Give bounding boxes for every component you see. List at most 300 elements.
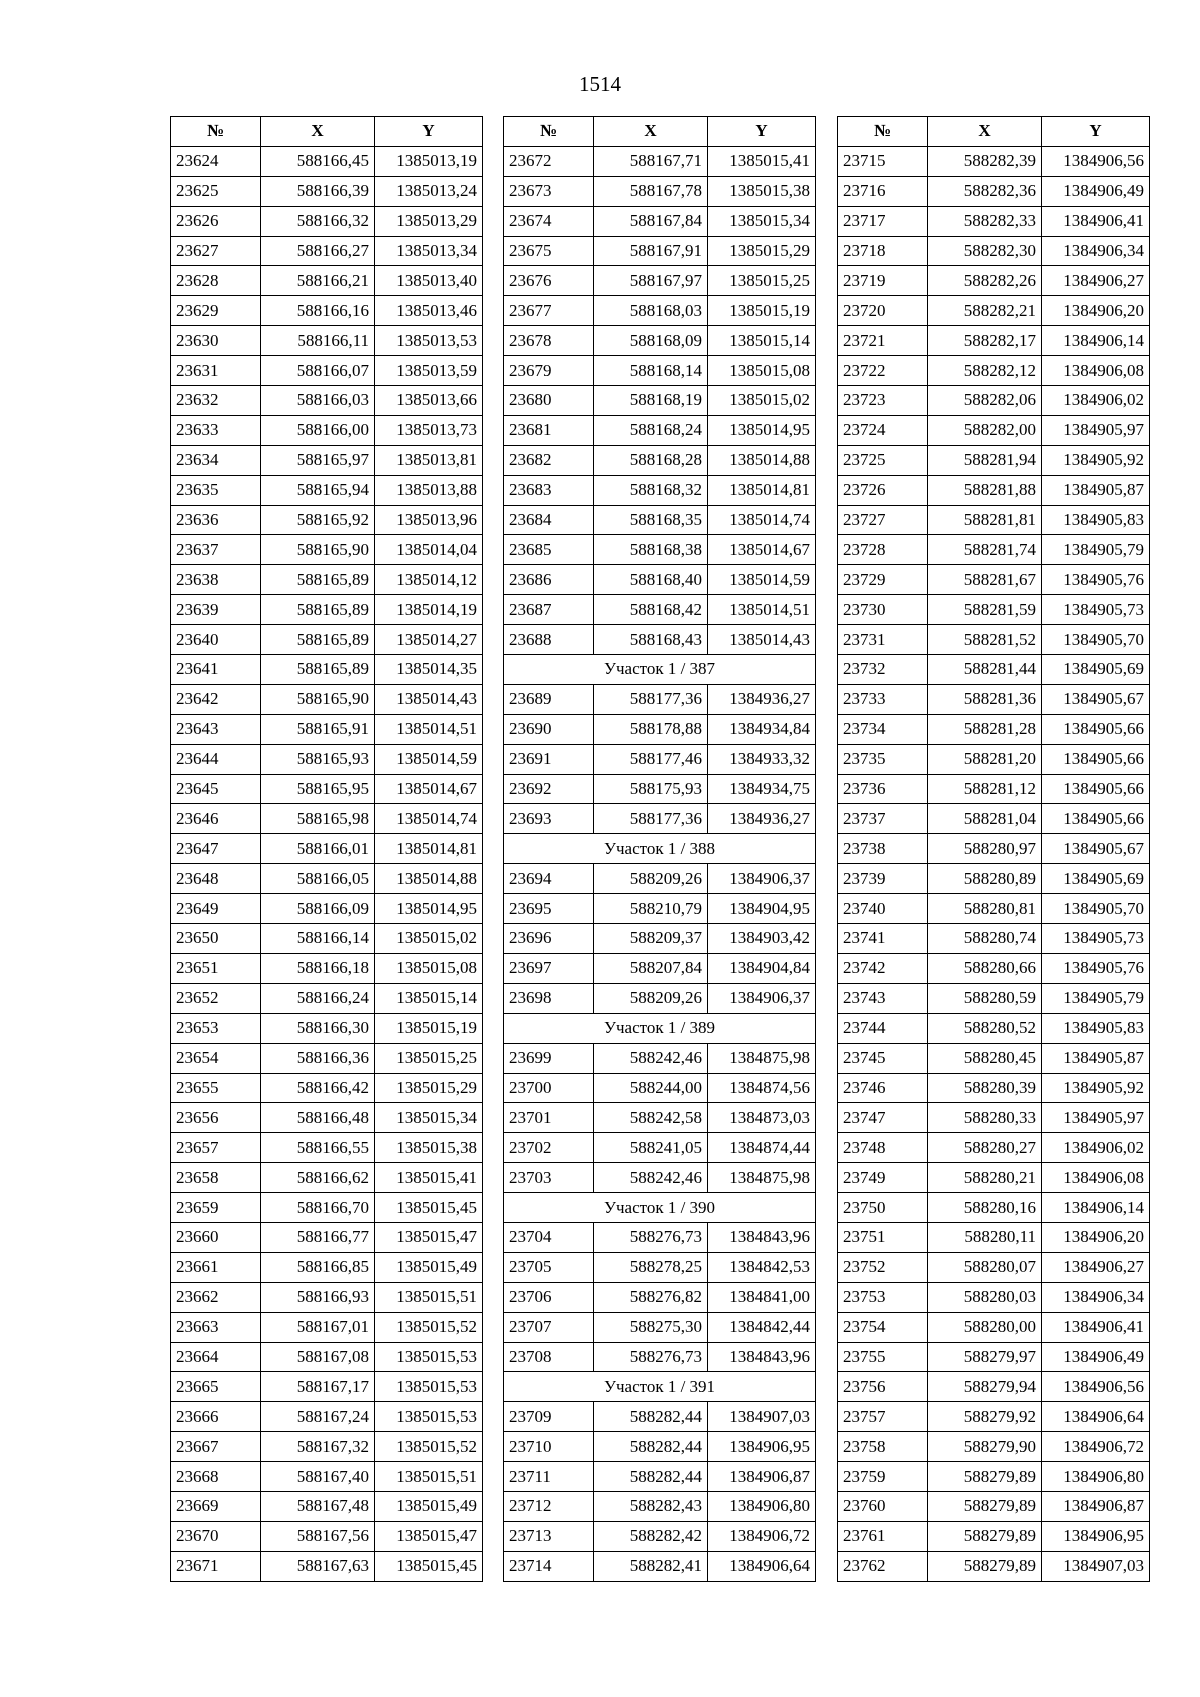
x-coordinate: 588279,97 — [928, 1342, 1042, 1372]
x-coordinate: 588177,36 — [594, 804, 708, 834]
y-coordinate: 1385014,19 — [375, 595, 483, 625]
table-row — [171, 1163, 483, 1193]
coordinates-table-1 — [170, 116, 483, 1582]
y-coordinate: 1385014,43 — [708, 625, 816, 655]
point-number: 23705 — [504, 1252, 594, 1282]
table-row — [504, 953, 816, 983]
point-number: 23718 — [838, 236, 928, 266]
y-coordinate: 1385014,81 — [708, 475, 816, 505]
point-number: 23666 — [171, 1402, 261, 1432]
table-row — [504, 684, 816, 714]
table-row — [838, 983, 1150, 1013]
point-number: 23683 — [504, 475, 594, 505]
y-coordinate: 1384906,14 — [1042, 1193, 1150, 1223]
y-coordinate: 1384905,66 — [1042, 774, 1150, 804]
x-coordinate: 588168,03 — [594, 296, 708, 326]
x-coordinate: 588280,21 — [928, 1163, 1042, 1193]
point-number: 23662 — [171, 1282, 261, 1312]
table-row — [838, 894, 1150, 924]
section-row — [504, 834, 816, 864]
table-row — [504, 266, 816, 296]
x-coordinate: 588281,67 — [928, 565, 1042, 595]
y-coordinate: 1384906,37 — [708, 983, 816, 1013]
x-coordinate: 588280,07 — [928, 1252, 1042, 1282]
section-label: Участок 1 / 387 — [504, 655, 816, 685]
table-row — [838, 1073, 1150, 1103]
point-number: 23717 — [838, 206, 928, 236]
y-coordinate: 1385013,66 — [375, 386, 483, 416]
point-number: 23671 — [171, 1551, 261, 1581]
point-number: 23691 — [504, 744, 594, 774]
x-coordinate: 588165,94 — [261, 475, 375, 505]
y-coordinate: 1384905,69 — [1042, 864, 1150, 894]
point-number: 23748 — [838, 1133, 928, 1163]
table-row — [504, 565, 816, 595]
table-row — [171, 505, 483, 535]
y-coordinate: 1384841,00 — [708, 1282, 816, 1312]
point-number: 23629 — [171, 296, 261, 326]
y-coordinate: 1384906,49 — [1042, 1342, 1150, 1372]
y-coordinate: 1385015,47 — [375, 1222, 483, 1252]
table-row — [838, 924, 1150, 954]
y-coordinate: 1384905,83 — [1042, 505, 1150, 535]
x-coordinate: 588279,89 — [928, 1462, 1042, 1492]
table-row — [171, 146, 483, 176]
table-row — [504, 1342, 816, 1372]
point-number: 23702 — [504, 1133, 594, 1163]
table-row — [171, 1073, 483, 1103]
y-coordinate: 1384906,20 — [1042, 1222, 1150, 1252]
x-coordinate: 588166,16 — [261, 296, 375, 326]
x-coordinate: 588165,89 — [261, 565, 375, 595]
y-coordinate: 1385014,04 — [375, 535, 483, 565]
x-coordinate: 588281,52 — [928, 625, 1042, 655]
table-row — [838, 1521, 1150, 1551]
y-coordinate: 1385014,59 — [375, 744, 483, 774]
y-coordinate: 1384906,02 — [1042, 386, 1150, 416]
table-row — [504, 1252, 816, 1282]
y-coordinate: 1384905,66 — [1042, 804, 1150, 834]
x-coordinate: 588168,28 — [594, 445, 708, 475]
point-number: 23756 — [838, 1372, 928, 1402]
y-coordinate: 1385014,88 — [375, 864, 483, 894]
y-coordinate: 1384905,76 — [1042, 565, 1150, 595]
table-row — [171, 415, 483, 445]
y-coordinate: 1384906,27 — [1042, 266, 1150, 296]
table-row — [171, 684, 483, 714]
x-coordinate: 588244,00 — [594, 1073, 708, 1103]
point-number: 23668 — [171, 1462, 261, 1492]
y-coordinate: 1384843,96 — [708, 1342, 816, 1372]
point-number: 23679 — [504, 356, 594, 386]
section-label: Участок 1 / 389 — [504, 1013, 816, 1043]
point-number: 23631 — [171, 356, 261, 386]
table-row — [838, 595, 1150, 625]
y-coordinate: 1384875,98 — [708, 1163, 816, 1193]
point-number: 23684 — [504, 505, 594, 535]
x-coordinate: 588166,30 — [261, 1013, 375, 1043]
point-number: 23760 — [838, 1491, 928, 1521]
point-number: 23678 — [504, 326, 594, 356]
table-row — [504, 894, 816, 924]
x-coordinate: 588175,93 — [594, 774, 708, 804]
y-coordinate: 1384934,75 — [708, 774, 816, 804]
x-coordinate: 588167,48 — [261, 1491, 375, 1521]
point-number: 23703 — [504, 1163, 594, 1193]
y-coordinate: 1384905,66 — [1042, 714, 1150, 744]
table-row — [171, 924, 483, 954]
point-number: 23749 — [838, 1163, 928, 1193]
x-coordinate: 588281,20 — [928, 744, 1042, 774]
table-row — [171, 445, 483, 475]
point-number: 23648 — [171, 864, 261, 894]
point-number: 23633 — [171, 415, 261, 445]
point-number: 23657 — [171, 1133, 261, 1163]
point-number: 23635 — [171, 475, 261, 505]
table-row — [504, 176, 816, 206]
y-coordinate: 1385015,49 — [375, 1252, 483, 1282]
x-coordinate: 588276,82 — [594, 1282, 708, 1312]
point-number: 23739 — [838, 864, 928, 894]
x-coordinate: 588167,91 — [594, 236, 708, 266]
table-row — [838, 834, 1150, 864]
x-coordinate: 588282,44 — [594, 1432, 708, 1462]
table-row — [171, 565, 483, 595]
point-number: 23709 — [504, 1402, 594, 1432]
x-coordinate: 588241,05 — [594, 1133, 708, 1163]
point-number: 23630 — [171, 326, 261, 356]
page-number: 1514 — [579, 72, 621, 96]
point-number: 23758 — [838, 1432, 928, 1462]
y-coordinate: 1384905,70 — [1042, 894, 1150, 924]
table-row — [838, 1133, 1150, 1163]
table-row — [838, 744, 1150, 774]
x-coordinate: 588166,24 — [261, 983, 375, 1013]
table-row — [171, 386, 483, 416]
point-number: 23659 — [171, 1193, 261, 1223]
x-coordinate: 588280,33 — [928, 1103, 1042, 1133]
point-number: 23669 — [171, 1491, 261, 1521]
y-coordinate: 1385013,46 — [375, 296, 483, 326]
x-coordinate: 588165,92 — [261, 505, 375, 535]
table-row — [171, 894, 483, 924]
table-row — [838, 1551, 1150, 1581]
y-coordinate: 1384874,44 — [708, 1133, 816, 1163]
x-coordinate: 588166,55 — [261, 1133, 375, 1163]
x-coordinate: 588282,06 — [928, 386, 1042, 416]
table-row — [171, 1432, 483, 1462]
point-number: 23754 — [838, 1312, 928, 1342]
point-number: 23710 — [504, 1432, 594, 1462]
y-coordinate: 1384906,87 — [708, 1462, 816, 1492]
point-number: 23632 — [171, 386, 261, 416]
y-coordinate: 1384936,27 — [708, 684, 816, 714]
point-number: 23735 — [838, 744, 928, 774]
table-row — [838, 356, 1150, 386]
point-number: 23688 — [504, 625, 594, 655]
y-coordinate: 1385014,95 — [375, 894, 483, 924]
table-row — [171, 1462, 483, 1492]
table-row — [171, 1222, 483, 1252]
point-number: 23697 — [504, 953, 594, 983]
table-row — [171, 176, 483, 206]
y-coordinate: 1385015,14 — [375, 983, 483, 1013]
table-row — [838, 655, 1150, 685]
point-number: 23723 — [838, 386, 928, 416]
y-coordinate: 1385015,41 — [708, 146, 816, 176]
point-number: 23687 — [504, 595, 594, 625]
y-coordinate: 1384905,83 — [1042, 1013, 1150, 1043]
x-coordinate: 588282,26 — [928, 266, 1042, 296]
point-number: 23670 — [171, 1521, 261, 1551]
table-row — [171, 744, 483, 774]
x-coordinate: 588166,48 — [261, 1103, 375, 1133]
point-number: 23675 — [504, 236, 594, 266]
x-coordinate: 588165,89 — [261, 625, 375, 655]
x-coordinate: 588280,97 — [928, 834, 1042, 864]
y-coordinate: 1385015,45 — [375, 1193, 483, 1223]
y-coordinate: 1385013,81 — [375, 445, 483, 475]
point-number: 23653 — [171, 1013, 261, 1043]
point-number: 23644 — [171, 744, 261, 774]
point-number: 23750 — [838, 1193, 928, 1223]
x-coordinate: 588165,89 — [261, 655, 375, 685]
y-coordinate: 1385015,52 — [375, 1312, 483, 1342]
x-coordinate: 588166,62 — [261, 1163, 375, 1193]
point-number: 23672 — [504, 146, 594, 176]
y-coordinate: 1384905,97 — [1042, 1103, 1150, 1133]
table-row — [171, 535, 483, 565]
x-coordinate: 588167,17 — [261, 1372, 375, 1402]
point-number: 23654 — [171, 1043, 261, 1073]
table-row — [838, 1252, 1150, 1282]
y-coordinate: 1385014,59 — [708, 565, 816, 595]
x-coordinate: 588165,91 — [261, 714, 375, 744]
table-row — [504, 625, 816, 655]
table-row — [838, 505, 1150, 535]
y-coordinate: 1385014,74 — [708, 505, 816, 535]
x-coordinate: 588279,89 — [928, 1491, 1042, 1521]
point-number: 23751 — [838, 1222, 928, 1252]
y-coordinate: 1385013,40 — [375, 266, 483, 296]
point-number: 23716 — [838, 176, 928, 206]
point-number: 23647 — [171, 834, 261, 864]
table-row — [504, 1551, 816, 1581]
table-row — [171, 1551, 483, 1581]
table-row — [171, 1193, 483, 1223]
point-number: 23721 — [838, 326, 928, 356]
point-number: 23706 — [504, 1282, 594, 1312]
x-coordinate: 588280,03 — [928, 1282, 1042, 1312]
y-coordinate: 1384905,69 — [1042, 655, 1150, 685]
x-coordinate: 588280,39 — [928, 1073, 1042, 1103]
y-coordinate: 1384874,56 — [708, 1073, 816, 1103]
x-coordinate: 588166,03 — [261, 386, 375, 416]
y-coordinate: 1384906,72 — [1042, 1432, 1150, 1462]
table-row — [504, 146, 816, 176]
y-coordinate: 1385013,88 — [375, 475, 483, 505]
x-coordinate: 588282,43 — [594, 1491, 708, 1521]
table-row — [838, 326, 1150, 356]
x-coordinate: 588167,78 — [594, 176, 708, 206]
table-row — [838, 1372, 1150, 1402]
table-row — [504, 206, 816, 236]
x-coordinate: 588166,42 — [261, 1073, 375, 1103]
x-coordinate: 588280,66 — [928, 953, 1042, 983]
point-number: 23711 — [504, 1462, 594, 1492]
x-coordinate: 588281,12 — [928, 774, 1042, 804]
y-coordinate: 1384906,72 — [708, 1521, 816, 1551]
x-coordinate: 588168,24 — [594, 415, 708, 445]
table-row — [838, 1402, 1150, 1432]
point-number: 23658 — [171, 1163, 261, 1193]
x-coordinate: 588167,08 — [261, 1342, 375, 1372]
x-coordinate: 588282,39 — [928, 146, 1042, 176]
table-row — [838, 415, 1150, 445]
section-label: Участок 1 / 390 — [504, 1193, 816, 1223]
x-coordinate: 588281,36 — [928, 684, 1042, 714]
table-row — [504, 386, 816, 416]
point-number: 23738 — [838, 834, 928, 864]
y-coordinate: 1385014,81 — [375, 834, 483, 864]
table-row — [504, 236, 816, 266]
y-coordinate: 1385014,27 — [375, 625, 483, 655]
point-number: 23640 — [171, 625, 261, 655]
x-coordinate: 588166,36 — [261, 1043, 375, 1073]
y-coordinate: 1385014,88 — [708, 445, 816, 475]
y-coordinate: 1384906,80 — [1042, 1462, 1150, 1492]
y-coordinate: 1384906,08 — [1042, 356, 1150, 386]
table-row — [504, 1521, 816, 1551]
table-row — [504, 1043, 816, 1073]
x-coordinate: 588166,01 — [261, 834, 375, 864]
x-coordinate: 588166,14 — [261, 924, 375, 954]
table-row — [171, 1103, 483, 1133]
table-row — [504, 1133, 816, 1163]
x-coordinate: 588276,73 — [594, 1342, 708, 1372]
point-number: 23715 — [838, 146, 928, 176]
y-coordinate: 1384905,79 — [1042, 983, 1150, 1013]
x-coordinate: 588166,21 — [261, 266, 375, 296]
x-coordinate: 588165,95 — [261, 774, 375, 804]
x-coordinate: 588167,01 — [261, 1312, 375, 1342]
point-number: 23747 — [838, 1103, 928, 1133]
x-coordinate: 588168,43 — [594, 625, 708, 655]
y-coordinate: 1384934,84 — [708, 714, 816, 744]
header-x: X — [594, 117, 708, 147]
x-coordinate: 588282,21 — [928, 296, 1042, 326]
y-coordinate: 1384905,92 — [1042, 445, 1150, 475]
table-row — [171, 326, 483, 356]
x-coordinate: 588166,09 — [261, 894, 375, 924]
point-number: 23626 — [171, 206, 261, 236]
x-coordinate: 588209,37 — [594, 924, 708, 954]
point-number: 23734 — [838, 714, 928, 744]
y-coordinate: 1385013,53 — [375, 326, 483, 356]
point-number: 23753 — [838, 1282, 928, 1312]
table-row — [838, 804, 1150, 834]
x-coordinate: 588209,26 — [594, 983, 708, 1013]
point-number: 23727 — [838, 505, 928, 535]
x-coordinate: 588167,97 — [594, 266, 708, 296]
x-coordinate: 588166,05 — [261, 864, 375, 894]
point-number: 23686 — [504, 565, 594, 595]
table-row — [171, 1491, 483, 1521]
header-y: Y — [375, 117, 483, 147]
x-coordinate: 588168,19 — [594, 386, 708, 416]
y-coordinate: 1384875,98 — [708, 1043, 816, 1073]
x-coordinate: 588282,42 — [594, 1521, 708, 1551]
point-number: 23722 — [838, 356, 928, 386]
y-coordinate: 1384933,32 — [708, 744, 816, 774]
point-number: 23728 — [838, 535, 928, 565]
point-number: 23676 — [504, 266, 594, 296]
y-coordinate: 1385014,67 — [375, 774, 483, 804]
table-row — [838, 1462, 1150, 1492]
x-coordinate: 588282,41 — [594, 1551, 708, 1581]
x-coordinate: 588168,35 — [594, 505, 708, 535]
point-number: 23743 — [838, 983, 928, 1013]
x-coordinate: 588282,33 — [928, 206, 1042, 236]
y-coordinate: 1384905,79 — [1042, 535, 1150, 565]
x-coordinate: 588282,17 — [928, 326, 1042, 356]
y-coordinate: 1384906,41 — [1042, 206, 1150, 236]
x-coordinate: 588165,93 — [261, 744, 375, 774]
table-row — [838, 714, 1150, 744]
point-number: 23677 — [504, 296, 594, 326]
point-number: 23730 — [838, 595, 928, 625]
x-coordinate: 588207,84 — [594, 953, 708, 983]
table-row — [838, 206, 1150, 236]
x-coordinate: 588167,63 — [261, 1551, 375, 1581]
y-coordinate: 1384842,44 — [708, 1312, 816, 1342]
section-label: Участок 1 / 391 — [504, 1372, 816, 1402]
point-number: 23661 — [171, 1252, 261, 1282]
point-number: 23651 — [171, 953, 261, 983]
table-row — [504, 296, 816, 326]
x-coordinate: 588280,16 — [928, 1193, 1042, 1223]
point-number: 23680 — [504, 386, 594, 416]
y-coordinate: 1384906,87 — [1042, 1491, 1150, 1521]
point-number: 23700 — [504, 1073, 594, 1103]
point-number: 23696 — [504, 924, 594, 954]
y-coordinate: 1385013,19 — [375, 146, 483, 176]
table-row — [504, 714, 816, 744]
x-coordinate: 588281,81 — [928, 505, 1042, 535]
table-row — [171, 1312, 483, 1342]
point-number: 23639 — [171, 595, 261, 625]
x-coordinate: 588168,09 — [594, 326, 708, 356]
y-coordinate: 1384905,73 — [1042, 595, 1150, 625]
point-number: 23740 — [838, 894, 928, 924]
x-coordinate: 588165,90 — [261, 535, 375, 565]
coordinates-table-2 — [503, 116, 816, 1582]
x-coordinate: 588276,73 — [594, 1222, 708, 1252]
y-coordinate: 1384906,49 — [1042, 176, 1150, 206]
table-header-row — [838, 117, 1150, 147]
y-coordinate: 1385015,14 — [708, 326, 816, 356]
x-coordinate: 588168,32 — [594, 475, 708, 505]
point-number: 23646 — [171, 804, 261, 834]
table-row — [171, 1013, 483, 1043]
x-coordinate: 588242,46 — [594, 1043, 708, 1073]
point-number: 23681 — [504, 415, 594, 445]
x-coordinate: 588242,46 — [594, 1163, 708, 1193]
point-number: 23707 — [504, 1312, 594, 1342]
point-number: 23745 — [838, 1043, 928, 1073]
table-row — [504, 595, 816, 625]
x-coordinate: 588279,94 — [928, 1372, 1042, 1402]
